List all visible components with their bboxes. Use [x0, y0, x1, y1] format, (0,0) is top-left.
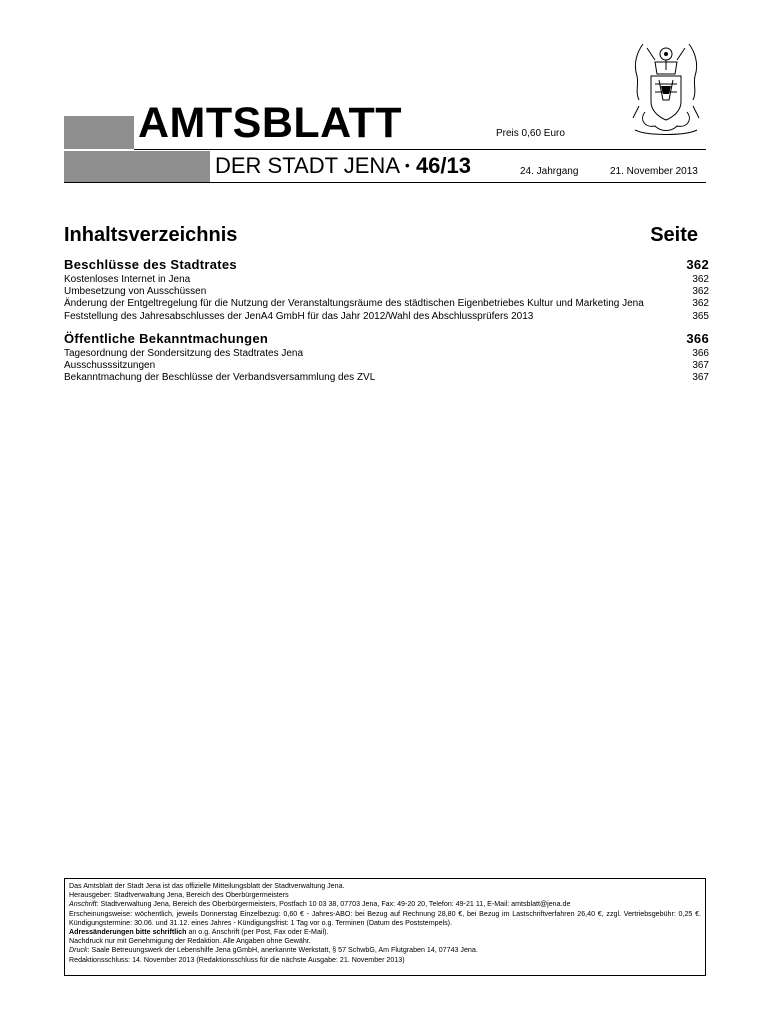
imprint-line: Das Amtsblatt der Stadt Jena ist das offizielle Mitteilungsblatt der Stadtverwaltung Jena. [69, 882, 345, 890]
imprint-line: Herausgeber: Stadtverwaltung Jena, Bereich des Oberbürgermeisters [69, 891, 289, 900]
toc-item-text: Tagesordnung der Sondersitzung des Stadtrates Jena [64, 347, 304, 359]
jena-coat-of-arms-icon [625, 40, 707, 140]
toc-item-text: Ausschusssitzungen [64, 360, 156, 372]
toc-item-text: Änderung der Entgeltregelung für die Nutzung der Veranstaltungsräume des städtischen Eigenbetriebes Kultur und Marketing Jena [64, 298, 644, 310]
toc-item-page: 362 [692, 286, 709, 298]
toc-item[interactable] [64, 360, 709, 372]
price: Preis 0,60 Euro [496, 128, 565, 139]
imprint-line: Nachdruck nur mit Genehmigung der Redaktion. Alle Angaben ohne Gewähr. [69, 937, 311, 946]
toc-section-header [64, 331, 709, 347]
subtitle-text: DER STADT JENA [215, 153, 399, 178]
masthead-title: AMTSBLATT [138, 99, 403, 147]
toc-item-page: 362 [692, 298, 709, 310]
imprint-subscription: Erscheinungsweise: wöchentlich, jeweils Donnerstag Einzelbezug: 0,60 € - Jahres-ABO: bei Bezug auf Rechnung 28,80 €, bei Bezug im Lastschriftverfahren 26,40 €, zzgl. Vertriebsgebühr: 0,25 €. Kündigungstermine: 30.06. und 31.12. eines Jahres - Kündigungsfrist: 1 Tag vor o.g. Terminen (Datum des Poststempels). [69, 909, 701, 927]
imprint-address-text: : Stadtverwaltung Jena, Bereich des Oberbürgermeisters, Postfach 10 03 38, 07703 Jena, Fax: 49-20 20, Telefon: 49-21 11, E-Mail: amtsblatt@jena.de [96, 900, 571, 909]
toc-item[interactable] [64, 286, 709, 298]
imprint-print-label: Druck [69, 946, 88, 955]
toc-item-text: Umbesetzung von Ausschüssen [64, 286, 207, 298]
toc-item[interactable] [64, 274, 709, 286]
masthead-grey-block [64, 116, 134, 149]
toc-item-page: 367 [692, 360, 709, 372]
toc-item-page: 366 [692, 347, 709, 359]
imprint-box [64, 878, 706, 976]
toc-item-page: 367 [692, 372, 709, 384]
toc-heading: Inhaltsverzeichnis [64, 224, 238, 246]
toc-item-page: 362 [692, 274, 709, 285]
toc-item-text: Kostenloses Internet in Jena [64, 274, 191, 285]
toc-item-text: Bekanntmachung der Beschlüsse der Verbandsversammlung des ZVL [64, 372, 376, 384]
table-of-contents [64, 257, 709, 384]
imprint-print [69, 946, 701, 955]
toc-item-page: 365 [692, 310, 709, 322]
toc-item[interactable] [64, 311, 709, 323]
masthead-rule-bottom [64, 182, 706, 183]
imprint-address-change-text: an o.g. Anschrift (per Post, Fax oder E-Mail). [186, 928, 329, 937]
toc-section-page: 362 [686, 257, 709, 272]
masthead-rule-top [134, 149, 706, 150]
toc-section-title: Beschlüsse des Stadtrates [64, 257, 237, 272]
imprint-address [69, 900, 701, 909]
masthead-subtitle [215, 152, 471, 179]
toc-item-text: Feststellung des Jahresabschlusses der JenA4 GmbH für das Jahr 2012/Wahl des Abschlussprüfers 2013 [64, 310, 534, 322]
toc-section-title: Öffentliche Bekanntmachungen [64, 330, 269, 346]
toc-item[interactable] [64, 348, 709, 360]
masthead-grey-block-lower [64, 151, 210, 182]
toc-item[interactable] [64, 372, 709, 384]
imprint-address-label: Anschrift [69, 900, 97, 909]
issue-date: 21. November 2013 [610, 166, 698, 177]
toc-section-header [64, 257, 709, 273]
imprint-address-change [69, 928, 701, 937]
toc-page-heading: Seite [650, 224, 698, 246]
imprint-print-text: : Saale Betreuungswerk der Lebenshilfe Jena gGmbH, anerkannte Werkstatt, § 57 SchwbG, Am Flutgraben 14, 07743 Jena. [87, 946, 478, 955]
subtitle-bullet: • [404, 157, 410, 173]
imprint-line: Redaktionsschluss: 14. November 2013 (Redaktionsschluss für die nächste Ausgabe: 21. November 2013) [69, 955, 405, 964]
issue-number: 46/13 [415, 153, 471, 178]
jahrgang: 24. Jahrgang [520, 166, 579, 177]
imprint-address-change-bold: Adressänderungen bitte schriftlich [69, 928, 187, 937]
toc-section-page: 366 [686, 330, 709, 346]
toc-item[interactable] [64, 298, 709, 310]
